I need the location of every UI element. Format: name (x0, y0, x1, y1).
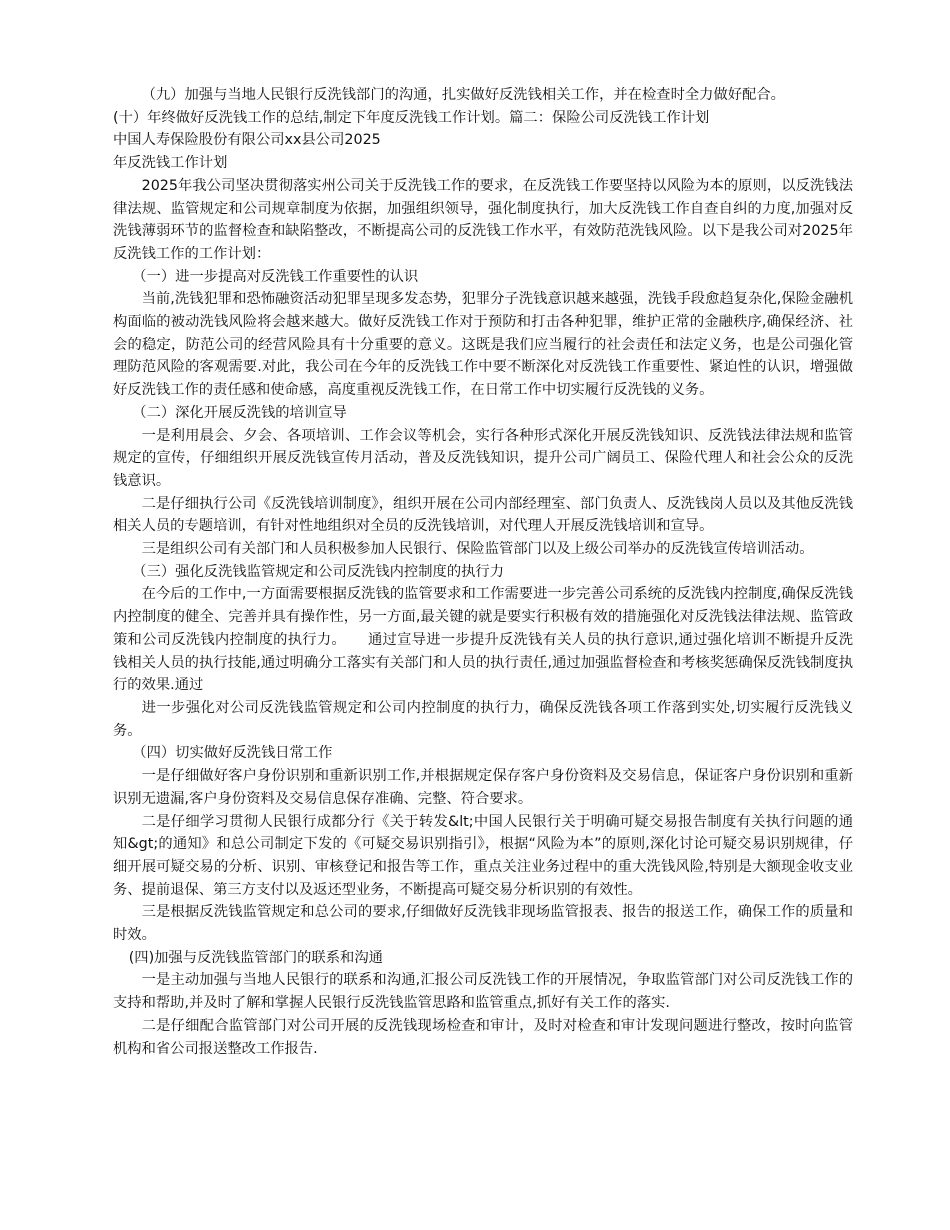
section-heading-5: (四)加强与反洗钱监管部门的联系和沟通 (128, 949, 383, 966)
section-heading-2: （二）深化开展反洗钱的培训宣导 (132, 404, 347, 421)
paragraph-item-ten: (十）年终做好反洗钱工作的总结,制定下年度反洗钱工作计划。篇二：保险公司反洗钱工作计划 (113, 109, 710, 126)
section-heading-1: （一）进一步提高对反洗钱工作重要性的认识 (132, 268, 419, 285)
paragraph: 二是仔细学习贯彻人民银行成都分行《关于转发&lt;中国人民银行关于明确可疑交易报告制度有关执行问题的通知&gt;的通知》和总公司制定下发的《可疑交易识别指引》，根据“风险为本”的原则,深化讨论可疑交易识别规律，仔细开展可疑交易的分析、识别、审核登记和报告等工作，重点关注业务过程中的重大洗钱风险,特别是大额现金收支业务、提前退保、第三方支付以及返还型业务，不断提高可疑交易分析识别的有效性。 (113, 813, 853, 898)
paragraph: 三是根据反洗钱监管规定和总公司的要求,仔细做好反洗钱非现场监管报表、报告的报送工作，确保工作的质量和时效。 (113, 904, 853, 944)
paragraph: 一是主动加强与当地人民银行的联系和沟通,汇报公司反洗钱工作的开展情况，争取监管部门对公司反洗钱工作的支持和帮助,并及时了解和掌握人民银行反洗钱监管思路和监管重点,抓好有关工作的落实. (113, 972, 853, 1012)
paragraph: 当前,洗钱犯罪和恐怖融资活动犯罪呈现多发态势，犯罪分子洗钱意识越来越强，洗钱手段愈趋复杂化,保险金融机构面临的被动洗钱风险将会越来越大。做好反洗钱工作对于预防和打击各种犯罪，维护正常的金融秩序,确保经济、社会的稳定，防范公司的经营风险具有十分重要的意义。这既是我们应当履行的社会责任和法定义务，也是公司强化管理防范风险的客观需要.对此，我公司在今年的反洗钱工作中要不断深化对反洗钱工作重要性、紧迫性的认识，增强做好反洗钱工作的责任感和使命感，高度重视反洗钱工作，在日常工作中切实履行反洗钱的义务。 (113, 291, 853, 399)
paragraph: 进一步强化对公司反洗钱监管规定和公司内控制度的执行力，确保反洗钱各项工作落到实处,切实履行反洗钱义务。 (113, 699, 853, 739)
document-body (113, 84, 853, 1060)
company-name: 中国人寿保险股份有限公司xx县公司2025 (113, 132, 381, 149)
paragraph-item-nine: （九）加强与当地人民银行反洗钱部门的沟通，扎实做好反洗钱相关工作，并在检查时全力做好配合。 (141, 87, 785, 103)
paragraph: 二是仔细执行公司《反洗钱培训制度》，组织开展在公司内部经理室、部门负责人、反洗钱岗人员以及其他反洗钱相关人员的专题培训，有针对性地组织对全员的反洗钱培训，对代理人开展反洗钱培训和宣导。 (113, 495, 853, 535)
section-heading-4: （四）切实做好反洗钱日常工作 (132, 745, 333, 762)
paragraph: 一是仔细做好客户身份识别和重新识别工作,并根据规定保存客户身份资料及交易信息，保证客户身份识别和重新识别无遗漏,客户身份资料及交易信息保存准确、完整、符合要求。 (113, 768, 853, 807)
intro-paragraph: 2025年我公司坚决贯彻落实州公司关于反洗钱工作的要求，在反洗钱工作要坚持以风险为本的原则，以反洗钱法律法规、监管规定和公司规章制度为依据，加强组织领导，强化制度执行，加大反洗钱工作自查自纠的力度,加强对反洗钱薄弱环节的监督检查和缺陷整改，不断提高公司的反洗钱工作水平，有效防范洗钱风险。以下是我公司对2025年反洗钱工作的工作计划： (113, 177, 853, 262)
section-heading-3: （三）强化反洗钱监管规定和公司反洗钱内控制度的执行力 (132, 563, 505, 580)
paragraph: 三是组织公司有关部门和人员积极参加人民银行、保险监管部门以及上级公司举办的反洗钱宣传培训活动。 (141, 541, 814, 558)
document-title: 年反洗钱工作计划 (113, 155, 228, 172)
paragraph: 在今后的工作中,一方面需要根据反洗钱的监管要求和工作需要进一步完善公司系统的反洗钱内控制度,确保反洗钱内控制度的健全、完善并具有操作性，另一方面,最关键的就是要实行积极有效的措施强化对反洗钱法律法规、监管政策和公司反洗钱内控制度的执行力。 通过宣导进一步提升反洗钱有关人员的执行意识,通过强化培训不断提升反洗钱相关人员的执行技能,通过明确分工落实有关部门和人员的执行责任,通过加强监督检查和考核奖惩确保反洗钱制度执行的效果.通过 (113, 586, 853, 694)
paragraph: 一是利用晨会、夕会、各项培训、工作会议等机会，实行各种形式深化开展反洗钱知识、反洗钱法律法规和监管规定的宣传，仔细组织开展反洗钱宣传月活动，普及反洗钱知识，提升公司广阔员工、保险代理人和社会公众的反洗钱意识。 (113, 427, 853, 489)
paragraph: 二是仔细配合监管部门对公司开展的反洗钱现场检查和审计，及时对检查和审计发现问题进行整改，按时向监管机构和省公司报送整改工作报告. (113, 1017, 853, 1057)
